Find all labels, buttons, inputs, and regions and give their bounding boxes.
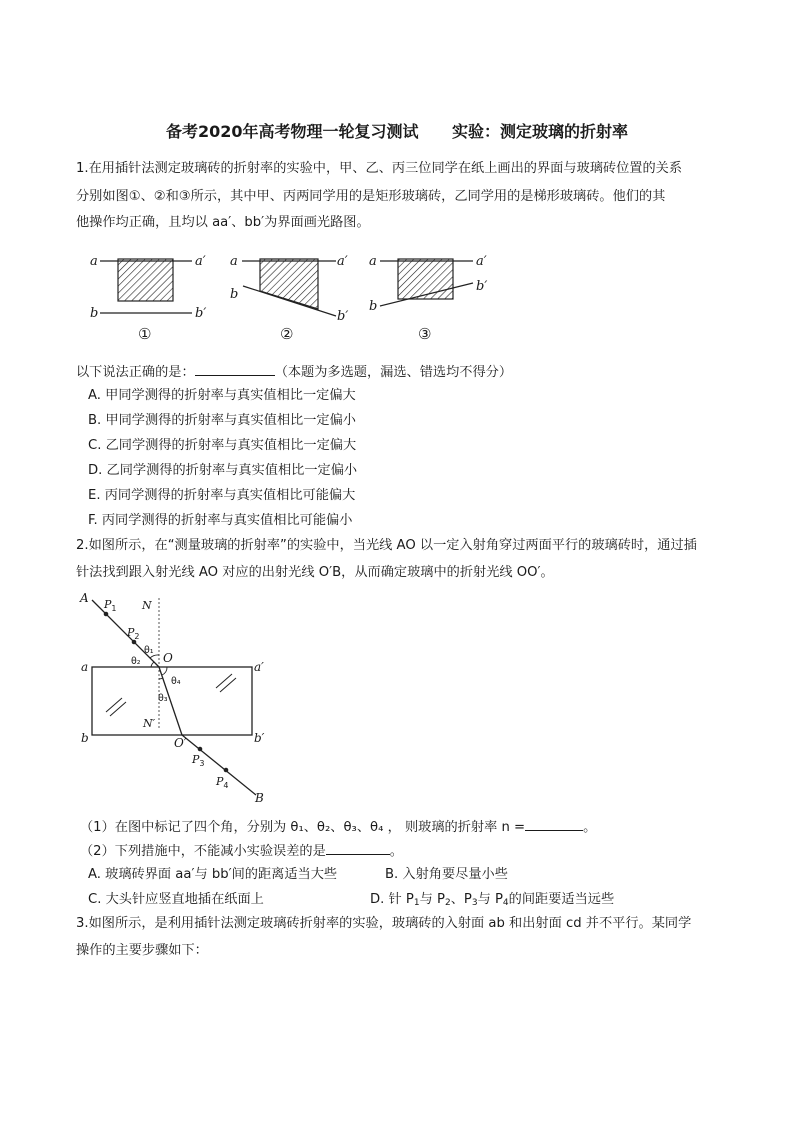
q2-sub2-answer-blank[interactable]: [326, 841, 390, 855]
q2-label-P1: $P_1$: [104, 598, 117, 613]
q1-option-a: A. 甲同学测得的折射率与真实值相比一定偏大: [88, 388, 356, 403]
q1-text-line3: 他操作均正确，且均以 aa′、bb′为界面画光路图。: [76, 215, 370, 230]
q2-label-b: b: [81, 731, 89, 745]
q2-option-d: D. 针 $P_1$与 $P_2$、$P_3$与 $P_4$的间距要适当远些: [370, 892, 615, 908]
q2-text-line2: 针法找到跟入射光线 AO 对应的出射光线 O′B，从而确定玻璃中的折射光线 OO′。: [76, 565, 554, 580]
q2-pin-p4: [224, 768, 229, 773]
fig3-glass-block: [398, 259, 453, 299]
q2-sub2-text: （2）下列措施中，不能减小实验误差的是: [80, 844, 326, 859]
fig3-diagram: [369, 254, 487, 343]
q1-text-line2: 分别如图①、②和③所示，其中甲、丙两同学用的是矩形玻璃砖，乙同学用的是梯形玻璃砖。他们的其: [76, 189, 666, 204]
q2-label-A: A: [80, 591, 89, 605]
q3-text-line2: 操作的主要步骤如下：: [76, 943, 208, 958]
fig2-number: ②: [280, 325, 294, 343]
q2-option-a: A. 玻璃砖界面 aa′与 bb′间的距离适当大些: [88, 867, 338, 882]
q1-option-f: F. 丙同学测得的折射率与真实值相比可能偏小: [88, 513, 353, 528]
q1-answer-blank[interactable]: [195, 362, 275, 376]
q2-pin-p1: [104, 612, 109, 617]
q2-label-P4: $P_4$: [216, 775, 229, 790]
fig2-glass-block: [260, 259, 318, 309]
fig2-label-b: b: [230, 287, 239, 302]
q1-prompt-note: （本题为多选题，漏选、错选均不得分）: [274, 365, 513, 380]
fig1-label-a2: a′: [195, 254, 206, 269]
q1-figure: [80, 246, 510, 346]
q2-label-B: B: [255, 791, 264, 805]
q2-option-b: B. 入射角要尽量小些: [385, 867, 508, 882]
fig1-label-b: b: [90, 306, 99, 321]
fig1-label-b2: b′: [195, 306, 207, 321]
q2-label-P2: $P_2$: [127, 626, 140, 641]
fig3-number: ③: [418, 325, 432, 343]
q2-sub1: [80, 817, 596, 837]
q2-label-a: a: [81, 660, 89, 674]
q2-sub2-end: 。: [389, 844, 403, 859]
fig1-diagram: [90, 254, 206, 343]
fig1-number: ①: [138, 325, 152, 343]
fig3-label-a: a: [369, 254, 377, 269]
fig1-label-a: a: [90, 254, 98, 269]
q2-label-O: O: [163, 651, 173, 665]
q2-sub1-text: （1）在图中标记了四个角，分别为 θ₁、θ₂、θ₃、θ₄ ， 则玻璃的折射率 n =: [80, 820, 526, 835]
q2-pin-p3: [198, 747, 203, 752]
q2-text-line1: 2.如图所示，在“测量玻璃的折射率”的实验中，当光线 AO 以一定入射角穿过两面平行的玻璃砖时，通过插: [76, 538, 697, 553]
q2-sub1-end: 。: [583, 820, 597, 835]
q2-label-b2: b′: [254, 731, 265, 745]
q1-text-line1: 1.在用插针法测定玻璃砖的折射率的实验中，甲、乙、丙三位同学在纸上画出的界面与玻璃砖位置的关系: [76, 161, 683, 176]
q2-option-c: C. 大头针应竖直地插在纸面上: [88, 892, 264, 907]
fig3-label-a2: a′: [476, 254, 487, 269]
fig3-label-b: b: [369, 299, 378, 314]
q1-option-e: E. 丙同学测得的折射率与真实值相比可能偏大: [88, 488, 356, 503]
fig2-label-a: a: [230, 254, 238, 269]
q2-label-theta4: θ₄: [171, 676, 181, 687]
q1-option-d: D. 乙同学测得的折射率与真实值相比一定偏小: [88, 463, 358, 478]
q2-sub2: [80, 841, 403, 861]
q2-label-N: N: [142, 599, 152, 612]
q1-option-b: B. 甲同学测得的折射率与真实值相比一定偏小: [88, 413, 356, 428]
q2-label-theta1: θ₁: [144, 645, 154, 656]
q2-label-O2: O′: [174, 736, 187, 750]
q3-text-line1: 3.如图所示，是利用插针法测定玻璃砖折射率的实验，玻璃砖的入射面 ab 和出射面 cd 并不平行。某同学: [76, 916, 692, 931]
q2-label-P3: $P_3$: [192, 753, 205, 768]
q2-label-N2: N′: [143, 717, 156, 730]
q2-sub1-answer-blank[interactable]: [525, 817, 583, 831]
fig2-diagram: [230, 254, 348, 343]
q2-label-a2: a′: [254, 660, 264, 674]
fig2-label-b2: b′: [337, 309, 349, 324]
q2-label-theta3: θ₃: [158, 693, 168, 704]
fig1-glass-block: [118, 259, 173, 301]
q1-prompt-text: 以下说法正确的是：: [76, 365, 195, 380]
page-title: 备考2020年高考物理一轮复习测试 实验：测定玻璃的折射率: [166, 122, 628, 141]
q1-prompt: [76, 362, 512, 382]
q1-option-c: C. 乙同学测得的折射率与真实值相比一定偏大: [88, 438, 357, 453]
q2-figure: [76, 590, 276, 805]
q2-label-theta2: θ₂: [131, 656, 141, 667]
fig3-label-b2: b′: [476, 279, 488, 294]
fig2-label-a2: a′: [337, 254, 348, 269]
